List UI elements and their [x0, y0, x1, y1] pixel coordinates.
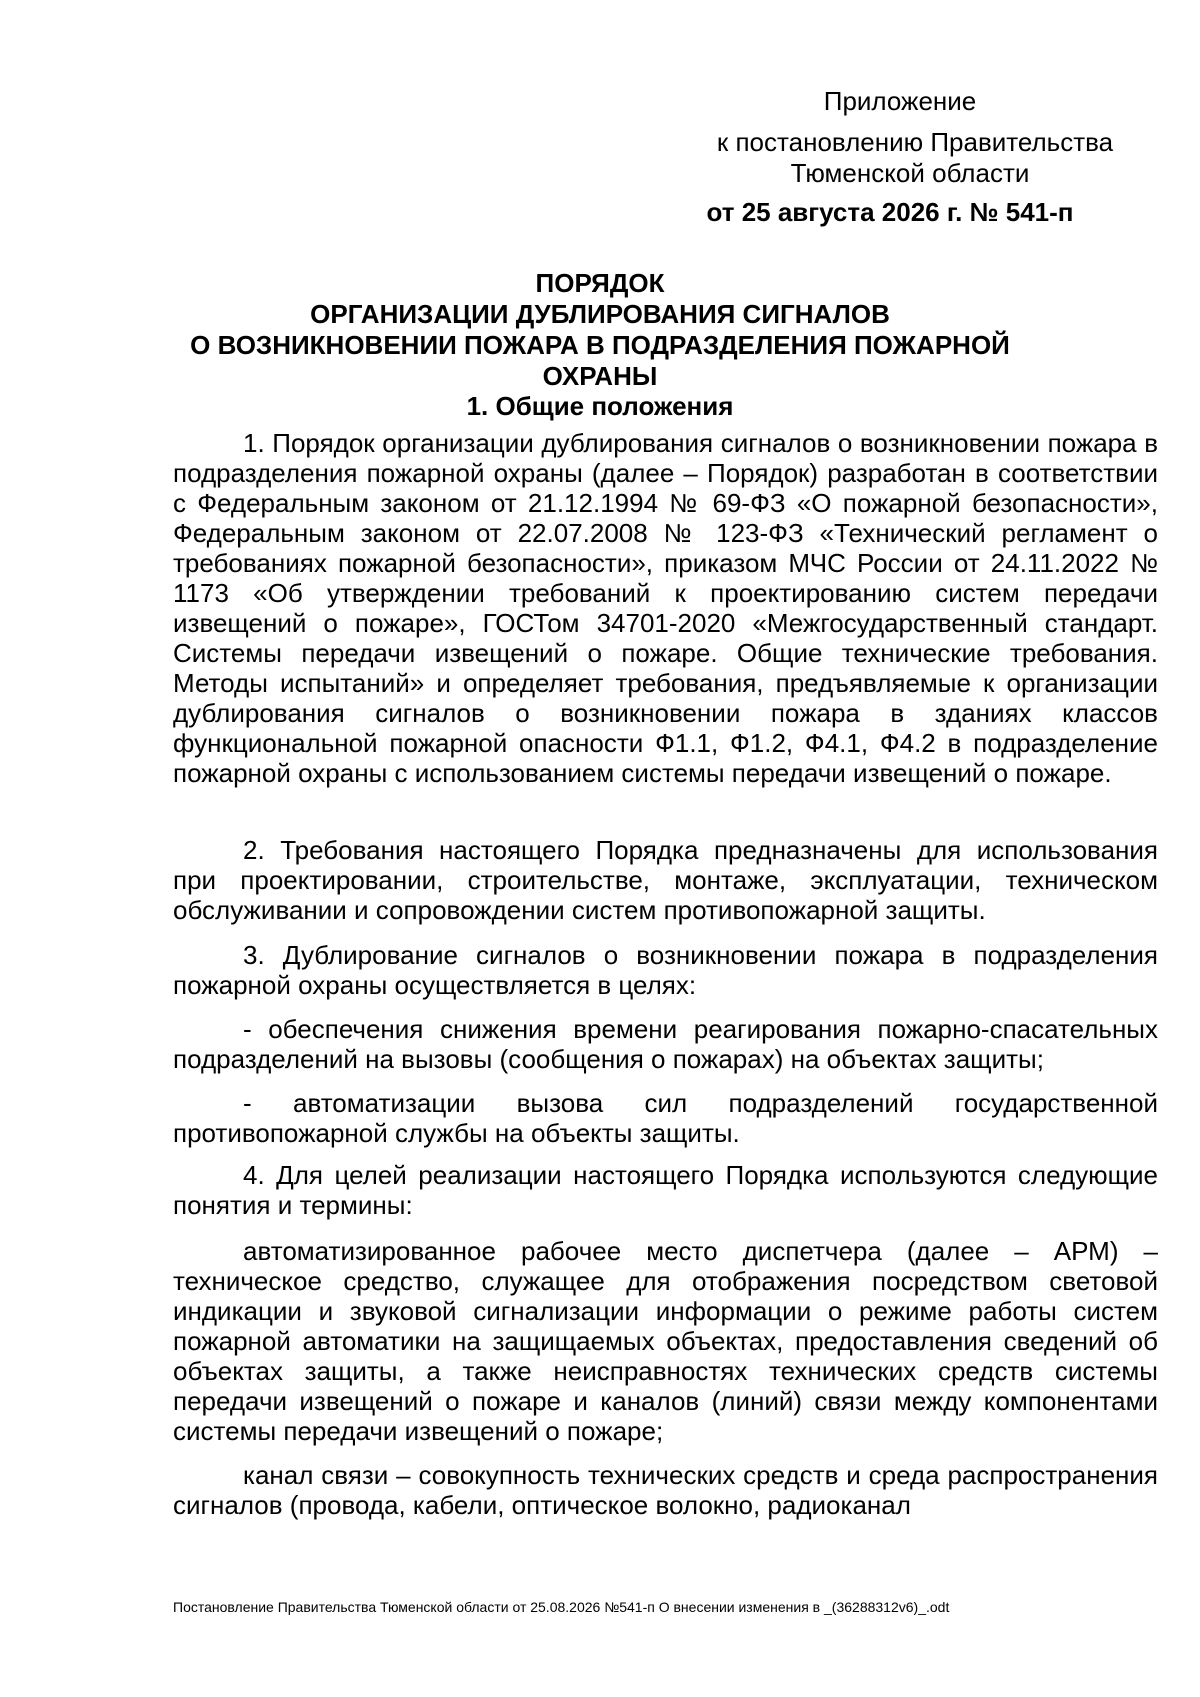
section-heading: 1. Общие положения [466, 391, 734, 421]
paragraph-7: автоматизированное рабочее место диспетчера (далее – АРМ) – техническое средство, служащее для отображения посредством световой индикации и звуковой сигнализации информации о режиме работы систем пожарной автоматики на защищаемых объектах, предоставления сведений об объектах защиты, а также неисправностях технических средств системы передачи извещений о пожаре и каналов (линий) связи между компонентами системы передачи извещений о пожаре; [173, 1236, 1158, 1446]
paragraph-1: 1. Порядок организации дублирования сигналов о возникновении пожара в подразделения пожарной охраны (далее – Порядок) разработан в соответствии с Федеральным законом от 21.12.1994 № 69-ФЗ «О пожарной безопасности», Федеральным законом от 22.07.2008 № 123-ФЗ «Технический регламент о требованиях пожарной безопасности», приказом МЧС России от 24.11.2022 № 1173 «Об утверждении требований к проектированию систем передачи извещений о пожаре», ГОСТом 34701-2020 «Межгосударственный стандарт. Системы передачи извещений о пожаре. Общие технические требования. Методы испытаний» и определяет требования, предъявляемые к организации дублирования сигналов о возникновении пожара в зданиях классов функциональной пожарной опасности Ф1.1, Ф1.2, Ф4.1, Ф4.2 в подразделение пожарной охраны с использованием системы передачи извещений о пожаре. [173, 428, 1158, 788]
paragraph-8: канал связи – совокупность технических средств и среда распространения сигналов (провода, кабели, оптическое волокно, радиоканал [173, 1460, 1158, 1520]
appendix-title: Приложение [823, 86, 977, 116]
appendix-resolution: к постановлению Правительства [716, 127, 1114, 157]
paragraph-5: - автоматизации вызова сил подразделений государственной противопожарной службы на объекты защиты. [173, 1088, 1158, 1148]
paragraph-6: 4. Для целей реализации настоящего Порядка используются следующие понятия и термины: [173, 1160, 1158, 1220]
document-title-line-1: ПОРЯДОК [535, 268, 665, 298]
paragraph-2: 2. Требования настоящего Порядка предназначены для использования при проектировании, строительстве, монтаже, эксплуатации, техническом обслуживании и сопровождении систем противопожарной защиты. [173, 835, 1158, 925]
appendix-date-number: от 25 августа 2026 г. № 541-п [706, 197, 1074, 227]
appendix-region: Тюменской области [790, 158, 1030, 188]
document-title-line-2: ОРГАНИЗАЦИИ ДУБЛИРОВАНИЯ СИГНАЛОВ [310, 299, 890, 329]
paragraph-3: 3. Дублирование сигналов о возникновении пожара в подразделения пожарной охраны осуществляется в целях: [173, 940, 1158, 1000]
page-footer: Постановление Правительства Тюменской области от 25.08.2026 №541-п О внесении изменения в _(36288312v6)_.odt [173, 1599, 950, 1615]
document-title-line-3: О ВОЗНИКНОВЕНИИ ПОЖАРА В ПОДРАЗДЕЛЕНИЯ ПОЖАРНОЙ ОХРАНЫ [190, 330, 1010, 391]
paragraph-4: - обеспечения снижения времени реагирования пожарно-спасательных подразделений на вызовы (сообщения о пожарах) на объектах защиты; [173, 1014, 1158, 1074]
